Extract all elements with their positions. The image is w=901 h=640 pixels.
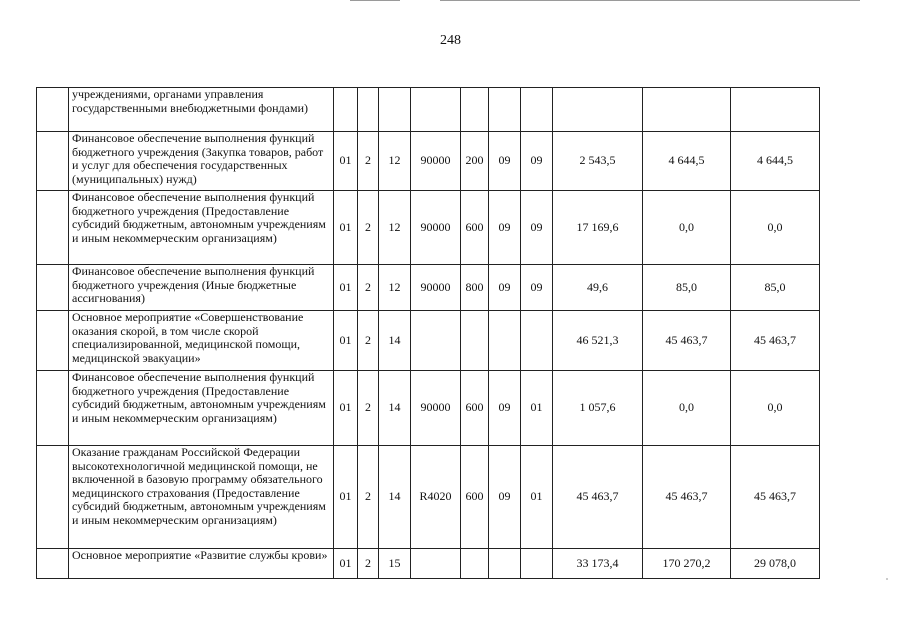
code-cell: 09 — [489, 132, 521, 191]
code-cell: 2 — [358, 191, 379, 265]
code-cell — [521, 549, 553, 579]
code-cell — [489, 311, 521, 371]
code-cell — [521, 88, 553, 132]
table-row — [37, 311, 820, 371]
code-cell: 01 — [521, 371, 553, 446]
index-cell — [37, 88, 69, 132]
code-cell: 01 — [521, 446, 553, 549]
amount-cell: 170 270,2 — [643, 549, 731, 579]
code-cell — [489, 88, 521, 132]
code-cell — [358, 88, 379, 132]
code-cell: 09 — [489, 446, 521, 549]
amount-cell: 0,0 — [643, 371, 731, 446]
code-cell — [521, 311, 553, 371]
table-row — [37, 371, 820, 446]
code-cell: 600 — [461, 191, 489, 265]
amount-cell — [553, 88, 643, 132]
code-cell: 90000 — [411, 265, 461, 311]
code-cell: 90000 — [411, 371, 461, 446]
code-cell: 01 — [334, 265, 358, 311]
description-cell: Финансовое обеспечение выполнения функций бюджетного учреждения (Предоставление субсидий бюджетным, автономным учреждениям и иным некоммерческим организациям) — [69, 191, 334, 265]
code-cell: 12 — [379, 132, 411, 191]
amount-cell: 0,0 — [731, 371, 820, 446]
code-cell: 2 — [358, 446, 379, 549]
code-cell: 14 — [379, 446, 411, 549]
amount-cell: 29 078,0 — [731, 549, 820, 579]
scan-speck — [886, 578, 888, 580]
code-cell — [461, 311, 489, 371]
budget-table — [36, 87, 820, 579]
code-cell: 01 — [334, 191, 358, 265]
code-cell — [334, 88, 358, 132]
table-row — [37, 549, 820, 579]
amount-cell: 85,0 — [643, 265, 731, 311]
index-cell — [37, 446, 69, 549]
amount-cell: 4 644,5 — [731, 132, 820, 191]
description-cell: Финансовое обеспечение выполнения функций бюджетного учреждения (Предоставление субсидий бюджетным, автономным учреждениям и иным некоммерческим организациям) — [69, 371, 334, 446]
amount-cell: 46 521,3 — [553, 311, 643, 371]
code-cell: 200 — [461, 132, 489, 191]
amount-cell: 33 173,4 — [553, 549, 643, 579]
description-cell: Финансовое обеспечение выполнения функций бюджетного учреждения (Закупка товаров, работ и услуг для обеспечения государственных (муниципальных) нужд) — [69, 132, 334, 191]
amount-cell: 85,0 — [731, 265, 820, 311]
amount-cell: 17 169,6 — [553, 191, 643, 265]
code-cell: 09 — [521, 132, 553, 191]
code-cell: 09 — [489, 191, 521, 265]
page-number: 248 — [440, 33, 461, 48]
code-cell: 600 — [461, 371, 489, 446]
table-body — [37, 88, 820, 579]
index-cell — [37, 549, 69, 579]
scan-artifact-line — [350, 0, 400, 1]
description-cell: Основное мероприятие «Совершенствование оказания скорой, в том числе скорой специализированной, медицинской помощи, медицинской эвакуации» — [69, 311, 334, 371]
code-cell: 90000 — [411, 132, 461, 191]
index-cell — [37, 265, 69, 311]
code-cell — [379, 88, 411, 132]
code-cell: 90000 — [411, 191, 461, 265]
table-row — [37, 191, 820, 265]
code-cell: 800 — [461, 265, 489, 311]
code-cell: 09 — [521, 265, 553, 311]
code-cell: 14 — [379, 311, 411, 371]
description-cell: Основное мероприятие «Развитие службы крови» — [69, 549, 334, 579]
index-cell — [37, 191, 69, 265]
code-cell: 2 — [358, 132, 379, 191]
index-cell — [37, 371, 69, 446]
amount-cell — [731, 88, 820, 132]
code-cell — [411, 311, 461, 371]
code-cell — [411, 549, 461, 579]
code-cell: 01 — [334, 311, 358, 371]
code-cell: 12 — [379, 265, 411, 311]
table-row — [37, 265, 820, 311]
code-cell: 09 — [521, 191, 553, 265]
code-cell: 14 — [379, 371, 411, 446]
index-cell — [37, 311, 69, 371]
amount-cell: 2 543,5 — [553, 132, 643, 191]
code-cell: 01 — [334, 549, 358, 579]
scan-artifact-line — [440, 0, 860, 1]
index-cell — [37, 132, 69, 191]
amount-cell: 45 463,7 — [643, 311, 731, 371]
code-cell: 01 — [334, 371, 358, 446]
code-cell: 2 — [358, 265, 379, 311]
amount-cell: 45 463,7 — [553, 446, 643, 549]
code-cell: 01 — [334, 446, 358, 549]
amount-cell: 45 463,7 — [731, 446, 820, 549]
table-row — [37, 88, 820, 132]
code-cell: 600 — [461, 446, 489, 549]
table-row — [37, 132, 820, 191]
code-cell: 09 — [489, 371, 521, 446]
description-cell: Финансовое обеспечение выполнения функций бюджетного учреждения (Иные бюджетные ассигнования) — [69, 265, 334, 311]
code-cell: 2 — [358, 549, 379, 579]
code-cell — [411, 88, 461, 132]
code-cell — [461, 549, 489, 579]
amount-cell: 0,0 — [643, 191, 731, 265]
amount-cell: 45 463,7 — [643, 446, 731, 549]
code-cell: R4020 — [411, 446, 461, 549]
code-cell: 09 — [489, 265, 521, 311]
code-cell — [489, 549, 521, 579]
amount-cell: 4 644,5 — [643, 132, 731, 191]
amount-cell: 45 463,7 — [731, 311, 820, 371]
code-cell: 2 — [358, 371, 379, 446]
code-cell: 12 — [379, 191, 411, 265]
amount-cell: 0,0 — [731, 191, 820, 265]
amount-cell — [643, 88, 731, 132]
code-cell: 15 — [379, 549, 411, 579]
description-cell: учреждениями, органами управления государственными внебюджетными фондами) — [69, 88, 334, 132]
code-cell: 01 — [334, 132, 358, 191]
code-cell: 2 — [358, 311, 379, 371]
amount-cell: 49,6 — [553, 265, 643, 311]
code-cell — [461, 88, 489, 132]
amount-cell: 1 057,6 — [553, 371, 643, 446]
table-row — [37, 446, 820, 549]
description-cell: Оказание гражданам Российской Федерации высокотехнологичной медицинской помощи, не включенной в базовую программу обязательного медицинского страхования (Предоставление субсидий бюджетным, автономным учреждениям и иным некоммерческим организациям) — [69, 446, 334, 549]
